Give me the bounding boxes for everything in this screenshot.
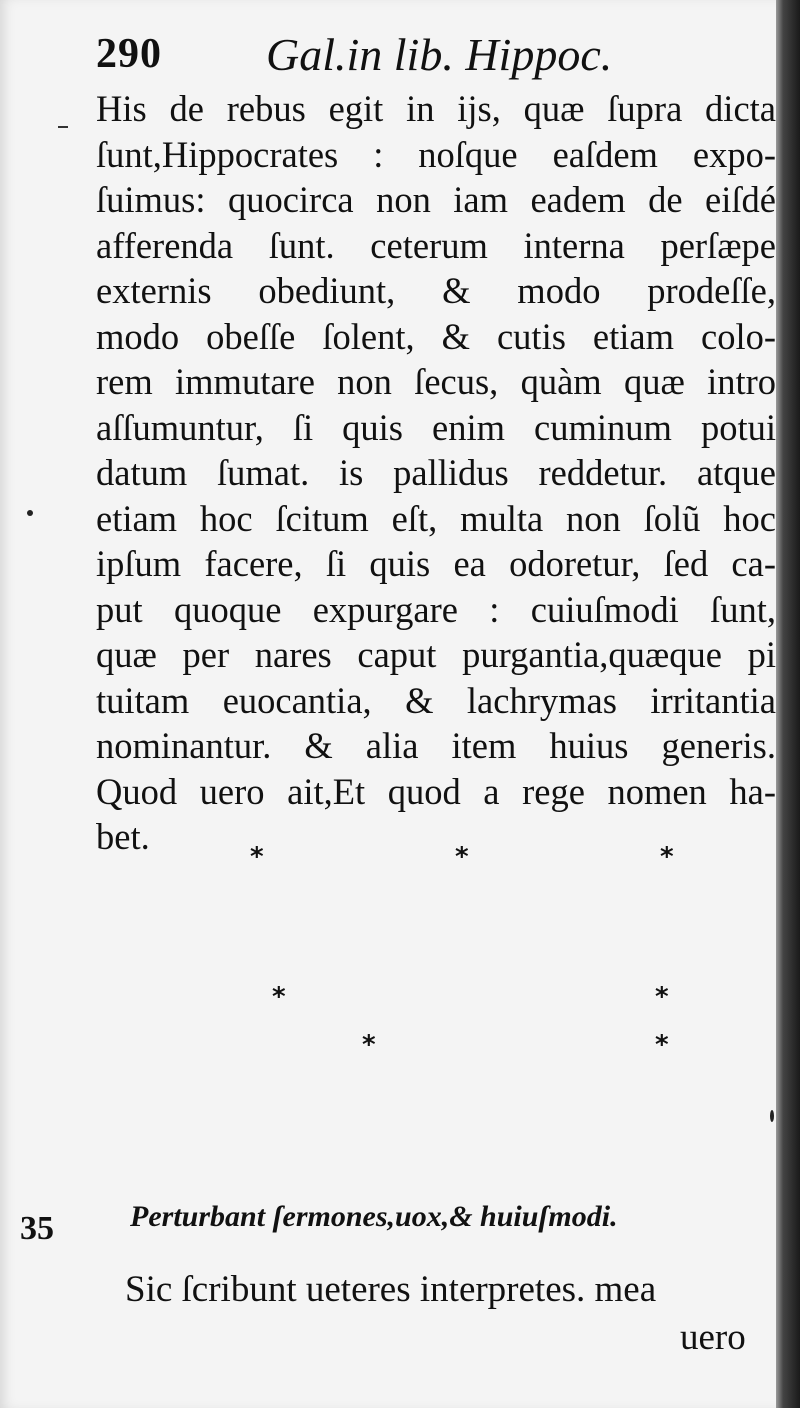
asterisk: * [362, 1030, 376, 1060]
text-line: quæ per nares caput purgantia,quæque pi [96, 634, 776, 675]
main-text-block [96, 86, 776, 860]
commentary-line: Sic ſcribunt ueteres interpretes. mea [125, 1269, 657, 1310]
text-line: put quoque expurgare : cuiuſmodi ſunt, [96, 588, 776, 630]
page-edge-shadow [776, 0, 800, 1408]
margin-mark-dash [58, 126, 68, 128]
asterisk-row [0, 842, 780, 882]
asterisk: * [250, 842, 264, 872]
text-line: aſſumuntur, ſi quis enim cuminum potui [96, 406, 776, 448]
commentary-block [125, 1268, 765, 1358]
text-line: modo obeſſe ſolent, & cutis etiam colo- [96, 315, 776, 357]
text-line: bet. [96, 816, 150, 857]
text-line: rem immutare non ſecus, quàm quæ intro [96, 361, 776, 402]
asterisk: * [272, 982, 286, 1012]
text-line: Quod uero ait,Et quod a rege nomen ha- [96, 770, 776, 812]
text-line: nominantur. & alia item huius generis. [96, 725, 776, 766]
running-title: Gal.in lib. Hippoc. [266, 29, 613, 80]
text-line: etiam hoc ſcitum eſt, multa non ſolũ hoc [96, 497, 776, 539]
text-line: tuitam euocantia, & lachrymas irritantia [96, 679, 776, 721]
asterisk: * [455, 842, 469, 872]
page-number: 290 [96, 31, 162, 77]
asterisk: * [655, 1030, 669, 1060]
margin-dot [770, 1110, 774, 1122]
text-line: ſunt,Hippocrates : noſque eaſdem expo- [96, 133, 776, 175]
text-line: ipſum facere, ſi quis ea odoretur, ſed ca- [96, 543, 776, 584]
lemma-heading: Perturbant ſermones,uox,& huiuſmodi. [130, 1200, 618, 1233]
text-line: His de rebus egit in ijs, quæ ſupra dicta [96, 88, 776, 129]
lemma-number: 35 [20, 1210, 54, 1247]
asterisk: * [660, 842, 674, 872]
asterisk-row [0, 1030, 780, 1070]
running-head [96, 30, 736, 90]
asterisk-row [0, 982, 780, 1022]
asterisk: * [655, 982, 669, 1012]
commentary-line: uero [680, 1317, 746, 1358]
text-line: externis obediunt, & modo prodeſſe, [96, 270, 776, 311]
text-line: afferenda ſunt. ceterum interna perſæpe [96, 224, 776, 266]
text-line: datum ſumat. is pallidus reddetur. atque [96, 452, 776, 493]
text-line: ſuimus: quocirca non iam eadem de eiſdé [96, 179, 776, 220]
margin-dot [27, 510, 33, 516]
